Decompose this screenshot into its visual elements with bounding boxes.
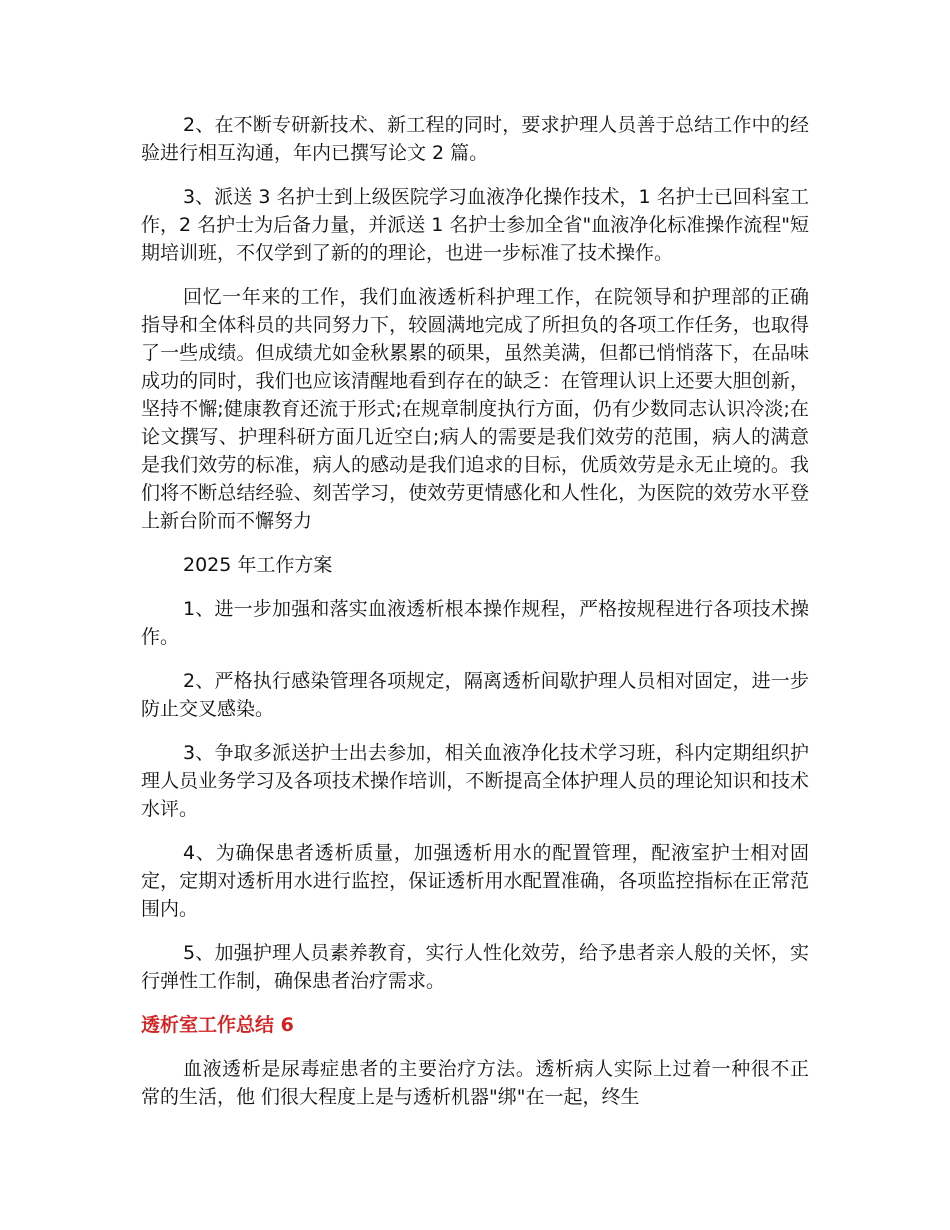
paragraph-tech-study: 2、在不断专研新技术、新工程的同时，要求护理人员善于总结工作中的经验进行相互沟通，年内已撰写论文 2 篇。 — [141, 114, 809, 164]
plan-item-5: 5、加强护理人员素养教育，实行人性化效劳，给予患者亲人般的关怀，实行弹性工作制，确保患者治疗需求。 — [141, 942, 809, 992]
plan-item-4: 4、为确保患者透析质量，加强透析用水的配置管理，配液室护士相对固定，定期对透析用水进行监控，保证透析用水配置准确，各项监控指标在正常范围内。 — [141, 842, 809, 920]
plan-title: 2025 年工作方案 — [183, 554, 333, 576]
paragraph-review: 回忆一年来的工作，我们血液透析科护理工作，在院领导和护理部的正确指导和全体科员的共同努力下，较圆满地完成了所担负的各项工作任务，也取得了一些成绩。但成绩尤如金秋累累的硕果，虽然美满，但都已悄悄落下，在品味成功的同时，我们也应该清醒地看到存在的缺乏：在管理认识上还要大胆创新，坚持不懈;健康教育还流于形式;在规章制度执行方面，仍有少数同志认识冷淡;在论文撰写、护理科研方面几近空白;病人的需要是我们效劳的范围，病人的满意是我们效劳的标准，病人的感动是我们追求的目标，优质效劳是永无止境的。我们将不断总结经验、刻苦学习，使效劳更情感化和人性化，为医院的效劳水平登上新台阶而不懈努力 — [141, 286, 809, 532]
paragraph-training: 3、派送 3 名护士到上级医院学习血液净化操作技术，1 名护士已回科室工作，2 名护士为后备力量，并派送 1 名护士参加全省"血液净化标准操作流程"短期培训班，不仅学到了新的的理论，也进一步标准了技术操作。 — [141, 186, 809, 264]
section-heading: 透析室工作总结 6 — [141, 1014, 294, 1036]
paragraph-dialysis-intro: 血液透析是尿毒症患者的主要治疗方法。透析病人实际上过着一种很不正常的生活，他 们很大程度上是与透析机器"绑"在一起，终生 — [141, 1058, 809, 1108]
plan-item-2: 2、严格执行感染管理各项规定，隔离透析间歇护理人员相对固定，进一步防止交叉感染。 — [141, 670, 809, 720]
plan-item-3: 3、争取多派送护士出去参加，相关血液净化技术学习班，科内定期组织护理人员业务学习及各项技术操作培训，不断提高全体护理人员的理论知识和技术水评。 — [141, 742, 809, 820]
plan-item-1: 1、进一步加强和落实血液透析根本操作规程，严格按规程进行各项技术操作。 — [141, 598, 809, 648]
document-page — [141, 111, 809, 1127]
